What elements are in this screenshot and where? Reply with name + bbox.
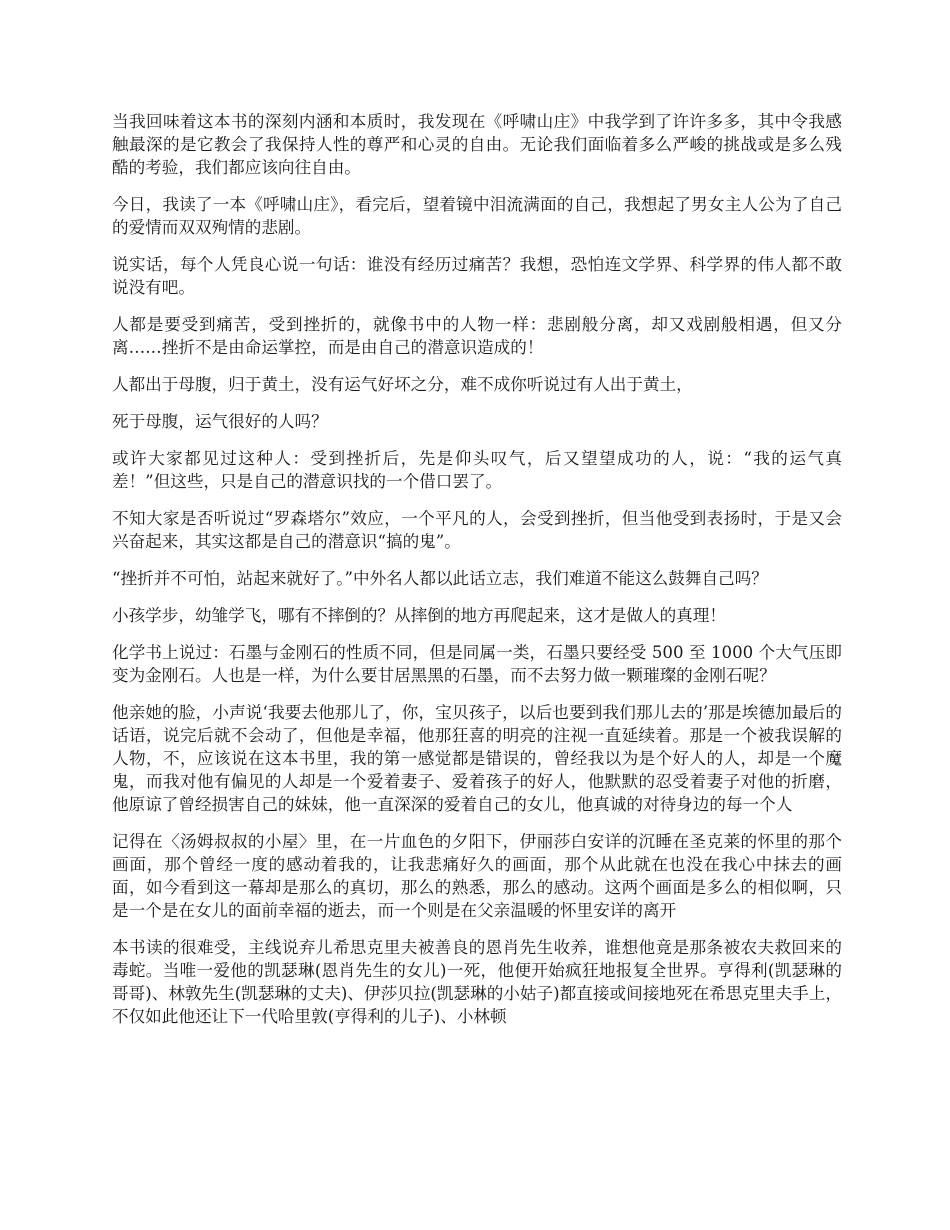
paragraph-3: 说实话，每个人凭良心说一句话：谁没有经历过痛苦？我想，恐怕连文学界、科学界的伟人都不敢说没有吧。 (112, 255, 842, 297)
paragraph-9: “挫折并不可怕，站起来就好了。”中外名人都以此话立志，我们难道不能这么鼓舞自己吗？ (112, 569, 768, 588)
document-page (112, 110, 842, 1042)
paragraph-12: 他亲她的脸，小声说‘我要去他那儿了，你，宝贝孩子，以后也要到我们那儿去的’那是埃德加最后的话语，说完后就不会动了，但他是幸福，他那狂喜的明亮的注视一直延续着。那是一个被我误解的人物，不，应该说在这本书里，我的第一感觉都是错误的，曾经我以为是个好人的人，却是一个魔鬼，而我对他有偏见的人却是一个爱着妻子、爱着孩子的好人，他默默的忍受着妻子对他的折磨，他原谅了曾经损害自己的妹妹，他一直深深的爱着自己的女儿，他真诚的对待身边的每一个人 (112, 703, 842, 814)
paragraph-4: 人都是要受到痛苦，受到挫折的，就像书中的人物一样：悲剧般分离，却又戏剧般相遇，但又分离……挫折不是由命运掌控，而是由自己的潜意识造成的！ (112, 315, 842, 357)
paragraph-14: 本书读的很难受，主线说弃儿希思克里夫被善良的恩肖先生收养，谁想他竟是那条被农夫救回来的毒蛇。当唯一爱他的凯瑟琳(恩肖先生的女儿)一死，他便开始疯狂地报复全世界。亨得利(凯瑟琳的哥哥)、林敦先生(凯瑟琳的丈夫)、伊莎贝拉(凯瑟琳的小姑子)都直接或间接地死在希思克里夫手上，不仅如此他还让下一代哈里敦(亨得利的儿子)、小林顿 (112, 938, 842, 1026)
paragraph-2: 今日，我读了一本《呼啸山庄》，看完后，望着镜中泪流满面的自己，我想起了男女主人公为了自己的爱情而双双殉情的悲剧。 (112, 195, 842, 237)
paragraph-7: 或许大家都见过这种人：受到挫折后，先是仰头叹气，后又望望成功的人，说：“我的运气真差！”但这些，只是自己的潜意识找的一个借口罢了。 (112, 449, 842, 491)
paragraph-10: 小孩学步，幼雏学飞，哪有不摔倒的？从摔倒的地方再爬起来，这才是做人的真理！ (112, 606, 726, 625)
paragraph-5: 人都出于母腹，归于黄土，没有运气好坏之分，难不成你听说过有人出于黄土， (112, 375, 693, 394)
paragraph-8: 不知大家是否听说过“罗森塔尔”效应，一个平凡的人，会受到挫折，但当他受到表扬时，于是又会兴奋起来，其实这都是自己的潜意识“搞的鬼”。 (112, 509, 842, 551)
paragraph-13: 记得在〈汤姆叔叔的小屋〉里，在一片血色的夕阳下，伊丽莎白安详的沉睡在圣克莱的怀里的那个画面，那个曾经一度的感动着我的，让我悲痛好久的画面，那个从此就在也没在我心中抹去的画面，如今看到这一幕却是那么的真切，那么的熟悉，那么的感动。这两个画面是多么的相似啊，只是一个是在女儿的面前幸福的逝去，而一个则是在父亲温暖的怀里安详的离开 (112, 832, 842, 920)
paragraph-11: 化学书上说过：石墨与金刚石的性质不同，但是同属一类，石墨只要经受 500 至 1000 个大气压即变为金刚石。人也是一样，为什么要甘居黑黑的石墨，而不去努力做一颗璀璨的金刚石呢？ (112, 643, 842, 685)
paragraph-6: 死于母腹，运气很好的人吗？ (112, 412, 328, 431)
paragraph-1: 当我回味着这本书的深刻内涵和本质时，我发现在《呼啸山庄》中我学到了许许多多，其中令我感触最深的是它教会了我保持人性的尊严和心灵的自由。无论我们面临着多么严峻的挑战或是多么残酷的考验，我们都应该向往自由。 (112, 112, 842, 177)
